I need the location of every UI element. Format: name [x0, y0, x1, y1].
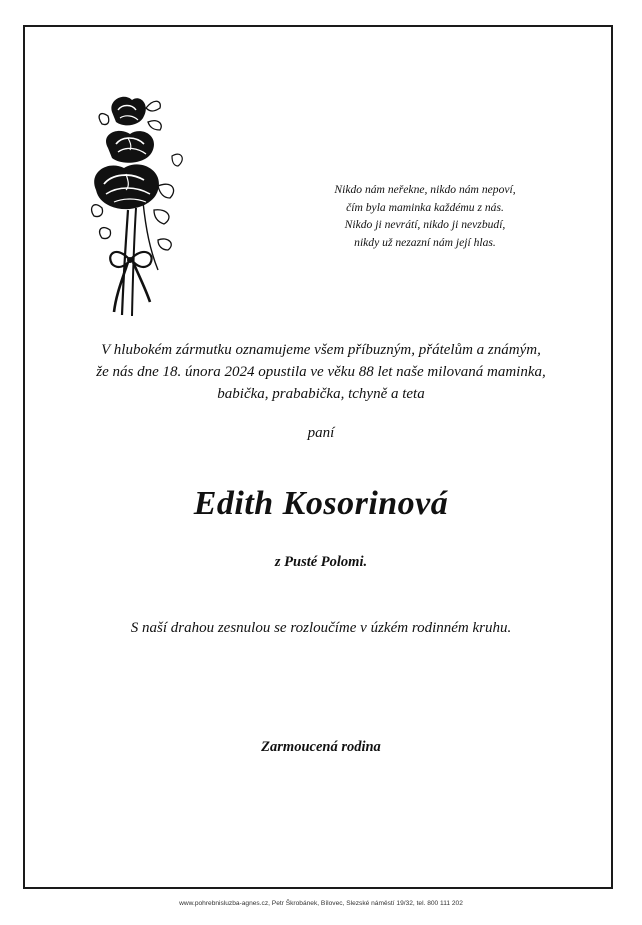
announcement-text: [40, 339, 602, 405]
poem-line: Nikdo ji nevrátí, nikdo ji nevzbudí,: [344, 218, 506, 231]
announcement-line: že nás dne 18. února 2024 opustila ve věku 88 let naše milovaná maminka,: [96, 364, 546, 380]
deceased-name: Edith Kosorinová: [193, 485, 449, 522]
announcement-line: V hlubokém zármutku oznamujeme všem příbuzným, přátelům a známým,: [101, 342, 541, 358]
deceased-origin: z Pusté Polomi.: [274, 554, 368, 570]
family-signature: Zarmoucená rodina: [261, 739, 381, 755]
poem-line: Nikdo nám neřekne, nikdo nám nepoví,: [334, 183, 516, 196]
rose-with-ribbon-icon: [88, 90, 188, 322]
poem-line: čím byla maminka každému z nás.: [346, 200, 504, 214]
poem-line: nikdy už nezazní nám její hlas.: [354, 235, 496, 249]
funeral-service-footer: www.pohrebnisluzba-agnes.cz, Petr Škrobánek, Bílovec, Slezské náměstí 19/32, tel. 800 111 202: [179, 900, 463, 907]
memorial-poem: [300, 181, 550, 251]
announcement-line: babička, prababička, tchyně a teta: [217, 386, 425, 402]
honorific: paní: [307, 425, 335, 441]
farewell-note: S naší drahou zesnulou se rozloučíme v úzkém rodinném kruhu.: [130, 620, 512, 636]
